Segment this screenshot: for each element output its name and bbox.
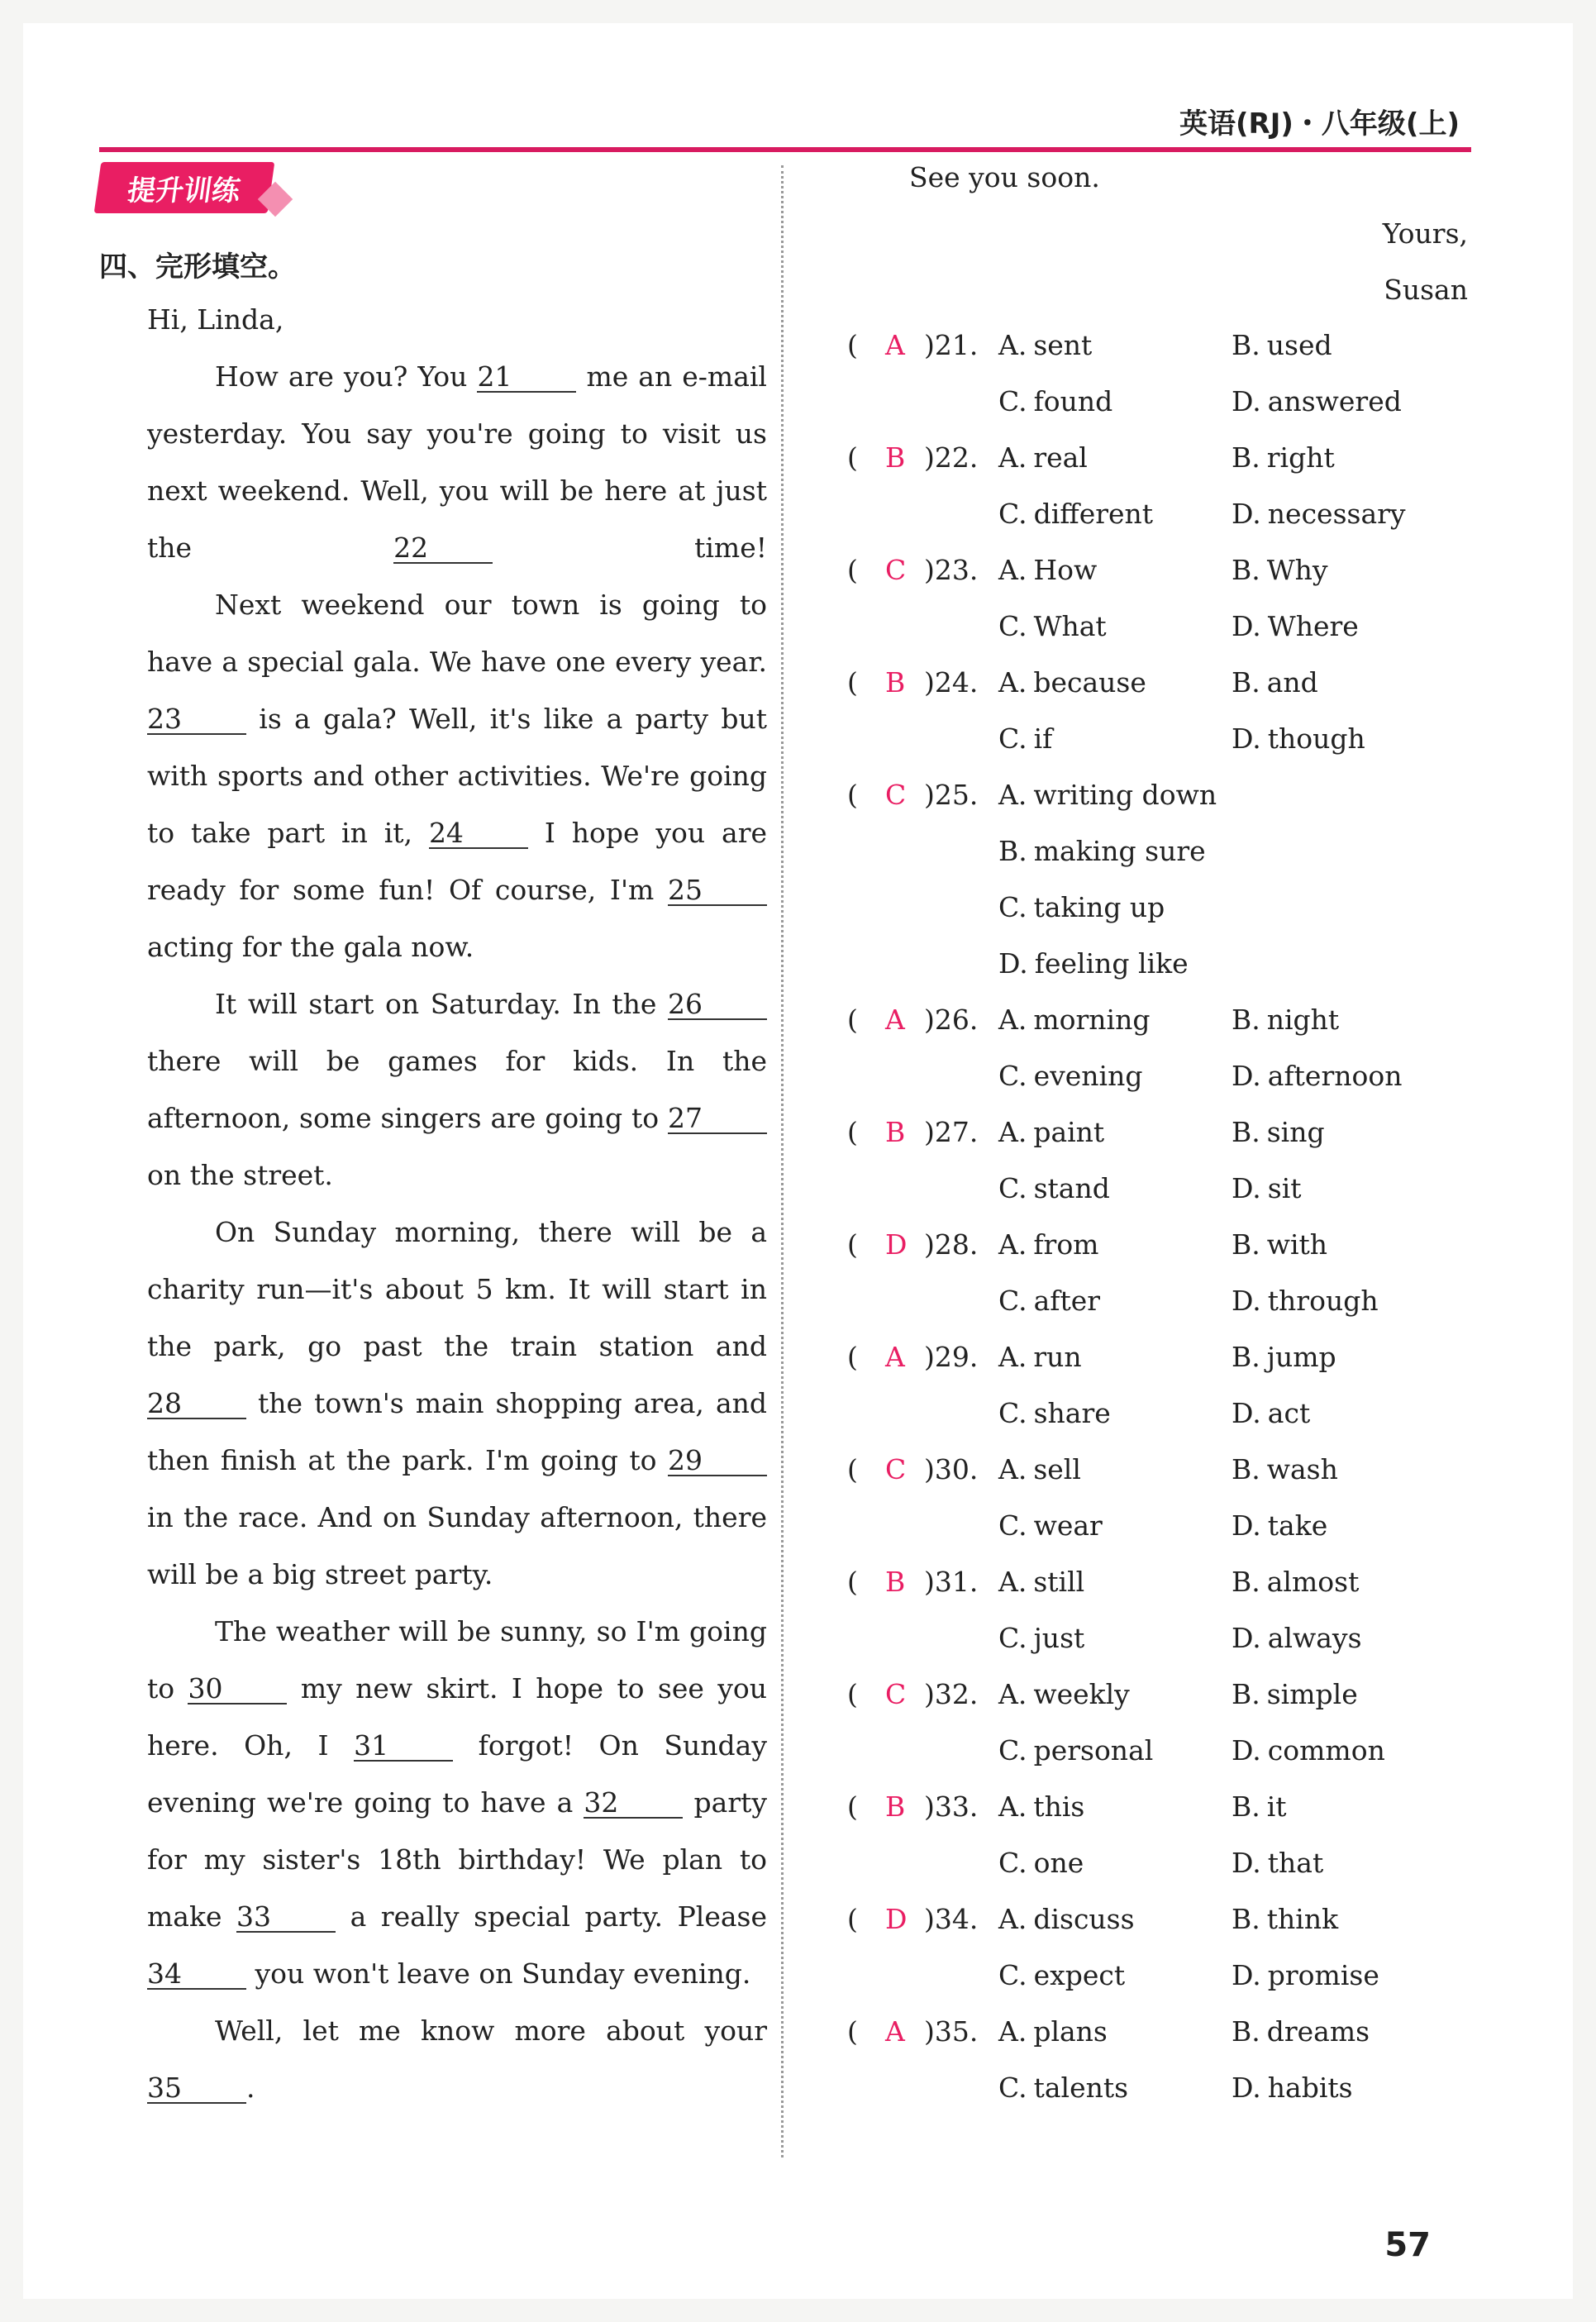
option-text: sing — [1266, 1116, 1325, 1148]
option-label: B. — [1232, 554, 1260, 586]
option-text: jump — [1266, 1341, 1336, 1373]
option-text: take — [1267, 1509, 1328, 1542]
option-text: after — [1033, 1285, 1101, 1317]
paragraph-2: Next weekend our town is going to have a special gala. We have one every year. 23 is a gala? Well, it's like a party but with sports and other activities. We're going to take part in it, 24 I hope you are ready for some fun! Of course, I'm 25 acting for the gala now. — [147, 589, 767, 963]
option-label: A. — [998, 1790, 1027, 1823]
option-label: B. — [1232, 1228, 1260, 1261]
option-text: share — [1033, 1397, 1111, 1429]
question-number: )21. — [924, 329, 979, 361]
option-d — [1232, 722, 1365, 755]
option-text: personal — [1033, 1734, 1154, 1767]
option-text: because — [1033, 666, 1146, 699]
option-text: night — [1266, 1004, 1340, 1036]
option-label: C. — [998, 722, 1027, 755]
answer-letter: A — [885, 1341, 905, 1373]
column-divider — [781, 165, 784, 2158]
paragraph-3: It will start on Saturday. In the 26 there will be games for kids. In the afternoon, some singers are going to 27 on the street. — [147, 988, 767, 1191]
option-d — [1232, 1509, 1327, 1542]
option-text: talents — [1033, 2072, 1129, 2104]
option-label: B. — [998, 835, 1027, 867]
question-number: )33. — [924, 1790, 979, 1823]
blank-24: 24 — [429, 819, 528, 849]
blank-22: 22 — [393, 534, 493, 564]
header-rule — [99, 147, 1471, 152]
option-label: D. — [1232, 385, 1261, 417]
answer-paren: ( — [847, 1790, 858, 1823]
letter-closing: See you soon. — [909, 161, 1100, 193]
answer-paren: ( — [847, 1004, 858, 1036]
option-label: B. — [1232, 666, 1260, 699]
option-label: A. — [998, 554, 1027, 586]
option-text: it — [1266, 1790, 1287, 1823]
option-text: that — [1267, 1847, 1324, 1879]
option-text: expect — [1033, 1959, 1126, 1991]
blank-23: 23 — [147, 705, 246, 735]
option-label: C. — [998, 1734, 1027, 1767]
option-label: C. — [998, 1959, 1027, 1991]
answer-letter: B — [885, 1116, 906, 1148]
question-number: )26. — [924, 1004, 979, 1036]
option-d — [998, 947, 1189, 980]
header-title: 英语(RJ)・八年级(上) — [1179, 107, 1460, 141]
option-label: D. — [1232, 2072, 1261, 2104]
option-label: C. — [998, 2072, 1027, 2104]
blank-21: 21 — [477, 363, 576, 393]
option-c — [998, 1734, 1153, 1767]
option-label: B. — [1232, 1453, 1260, 1485]
option-d — [1232, 2072, 1353, 2104]
option-label: D. — [1232, 1959, 1261, 1991]
option-d — [1232, 1397, 1310, 1429]
option-text: plans — [1033, 2015, 1108, 2048]
answer-letter: B — [885, 1566, 906, 1598]
option-label: A. — [998, 1678, 1027, 1710]
option-a — [998, 1453, 1081, 1485]
option-text: common — [1267, 1734, 1385, 1767]
question-number: )30. — [924, 1453, 979, 1485]
answer-letter: C — [885, 1678, 907, 1710]
option-text: think — [1266, 1903, 1339, 1935]
answer-paren: ( — [847, 1341, 858, 1373]
answer-paren: ( — [847, 1453, 858, 1485]
option-a — [998, 1903, 1135, 1935]
option-d — [1232, 1060, 1402, 1092]
option-d — [1232, 610, 1359, 642]
option-c — [998, 1060, 1142, 1092]
answer-letter: A — [885, 1004, 905, 1036]
answer-paren: ( — [847, 329, 858, 361]
question-number: )31. — [924, 1566, 979, 1598]
page-number: 57 — [1384, 2226, 1431, 2264]
option-text: act — [1267, 1397, 1311, 1429]
option-a — [998, 1678, 1130, 1710]
option-d — [1232, 1959, 1379, 1991]
option-text: if — [1033, 722, 1053, 755]
answer-letter: D — [885, 1228, 908, 1261]
option-b — [1232, 1116, 1325, 1148]
option-c — [998, 385, 1112, 417]
question-number: )27. — [924, 1116, 979, 1148]
option-text: Why — [1266, 554, 1328, 586]
option-label: D. — [1232, 1847, 1261, 1879]
option-text: sent — [1033, 329, 1093, 361]
option-label: D. — [1232, 722, 1261, 755]
option-a — [998, 1790, 1084, 1823]
option-label: D. — [998, 947, 1028, 980]
paragraph-1: How are you? You 21 me an e-mail yesterday. You say you're going to visit us next weekend. Well, you will be here at just the 22 time! — [147, 360, 767, 564]
option-label: C. — [998, 385, 1027, 417]
option-label: C. — [998, 1397, 1027, 1429]
answer-paren: ( — [847, 441, 858, 474]
letter-signoff: Yours, — [1382, 217, 1468, 250]
option-text: making sure — [1033, 835, 1206, 867]
option-label: D. — [1232, 1622, 1261, 1654]
option-c — [998, 891, 1165, 923]
answer-letter: C — [885, 1453, 907, 1485]
option-label: B. — [1232, 441, 1260, 474]
option-text: dreams — [1266, 2015, 1370, 2048]
option-text: writing down — [1033, 779, 1217, 811]
option-b — [1232, 1678, 1358, 1710]
option-text: from — [1033, 1228, 1099, 1261]
answer-paren: ( — [847, 1678, 858, 1710]
option-text: simple — [1266, 1678, 1358, 1710]
option-label: D. — [1232, 1060, 1261, 1092]
option-b — [1232, 2015, 1370, 2048]
option-label: D. — [1232, 1397, 1261, 1429]
answer-letter: B — [885, 666, 906, 699]
option-label: D. — [1232, 1734, 1261, 1767]
blank-34: 34 — [147, 1960, 246, 1990]
answer-letter: B — [885, 1790, 906, 1823]
option-b — [1232, 666, 1318, 699]
option-c — [998, 2072, 1128, 2104]
option-d — [1232, 1622, 1362, 1654]
option-b — [1232, 1228, 1327, 1261]
option-text: answered — [1267, 385, 1402, 417]
option-c — [998, 1847, 1084, 1879]
option-c — [998, 1622, 1084, 1654]
question-number: )28. — [924, 1228, 979, 1261]
option-label: A. — [998, 1903, 1027, 1935]
option-label: C. — [998, 1172, 1027, 1204]
option-label: A. — [998, 779, 1027, 811]
option-c — [998, 1172, 1110, 1204]
option-d — [1232, 498, 1406, 530]
letter-signature: Susan — [1384, 274, 1468, 306]
question-number: )24. — [924, 666, 979, 699]
option-label: B. — [1232, 2015, 1260, 2048]
option-text: with — [1266, 1228, 1328, 1261]
answer-paren: ( — [847, 666, 858, 699]
option-label: D. — [1232, 1509, 1261, 1542]
blank-29: 29 — [668, 1447, 767, 1476]
option-text: used — [1266, 329, 1332, 361]
option-label: C. — [998, 891, 1027, 923]
option-text: taking up — [1033, 891, 1165, 923]
question-number: )34. — [924, 1903, 979, 1935]
option-text: afternoon — [1267, 1060, 1403, 1092]
answer-letter: C — [885, 554, 907, 586]
answer-letter: A — [885, 2015, 905, 2048]
letter-passage — [147, 291, 767, 2116]
blank-31: 31 — [354, 1732, 453, 1762]
option-a — [998, 2015, 1108, 2048]
question-number: )32. — [924, 1678, 979, 1710]
option-label: B. — [1232, 1566, 1260, 1598]
option-text: evening — [1033, 1060, 1143, 1092]
option-text: still — [1033, 1566, 1085, 1598]
option-b — [1232, 329, 1332, 361]
answer-letter: B — [885, 441, 906, 474]
option-text: just — [1033, 1622, 1085, 1654]
option-label: C. — [998, 498, 1027, 530]
option-a — [998, 666, 1146, 699]
option-text: through — [1267, 1285, 1379, 1317]
section-title: 四、完形填空。 — [99, 250, 296, 284]
option-label: D. — [1232, 610, 1261, 642]
option-b — [1232, 441, 1335, 474]
option-text: promise — [1267, 1959, 1379, 1991]
option-c — [998, 498, 1153, 530]
blank-35: 35 — [147, 2074, 246, 2104]
option-label: C. — [998, 1509, 1027, 1542]
option-text: wear — [1033, 1509, 1103, 1542]
option-label: B. — [1232, 1116, 1260, 1148]
option-b — [1232, 1341, 1336, 1373]
option-b — [1232, 1790, 1287, 1823]
option-label: C. — [998, 1285, 1027, 1317]
option-text: discuss — [1033, 1903, 1135, 1935]
option-text: wash — [1266, 1453, 1338, 1485]
option-text: morning — [1033, 1004, 1151, 1036]
question-number: )35. — [924, 2015, 979, 2048]
option-c — [998, 610, 1107, 642]
option-text: always — [1267, 1622, 1362, 1654]
option-b — [1232, 1566, 1359, 1598]
option-a — [998, 1004, 1150, 1036]
option-a — [998, 329, 1092, 361]
option-label: C. — [998, 1847, 1027, 1879]
answer-paren: ( — [847, 1903, 858, 1935]
option-text: feeling like — [1034, 947, 1189, 980]
option-a — [998, 1566, 1084, 1598]
option-a — [998, 441, 1088, 474]
option-label: A. — [998, 1228, 1027, 1261]
option-label: B. — [1232, 329, 1260, 361]
option-label: D. — [1232, 1285, 1261, 1317]
option-label: B. — [1232, 1678, 1260, 1710]
option-label: D. — [1232, 498, 1261, 530]
question-number: )25. — [924, 779, 979, 811]
blank-28: 28 — [147, 1390, 246, 1419]
option-text: sit — [1267, 1172, 1302, 1204]
option-label: C. — [998, 610, 1027, 642]
option-text: paint — [1033, 1116, 1105, 1148]
blank-33: 33 — [236, 1903, 336, 1933]
option-c — [998, 1959, 1125, 1991]
option-c — [998, 1397, 1111, 1429]
answer-paren: ( — [847, 1116, 858, 1148]
option-label: A. — [998, 441, 1027, 474]
option-b — [1232, 554, 1328, 586]
option-d — [1232, 1285, 1379, 1317]
answer-paren: ( — [847, 779, 858, 811]
option-a — [998, 779, 1217, 811]
option-b — [1232, 1453, 1338, 1485]
option-label: C. — [998, 1622, 1027, 1654]
option-d — [1232, 1847, 1323, 1879]
option-label: A. — [998, 666, 1027, 699]
option-c — [998, 722, 1052, 755]
option-label: A. — [998, 1453, 1027, 1485]
option-text: different — [1033, 498, 1154, 530]
blank-27: 27 — [668, 1104, 767, 1134]
option-text: real — [1033, 441, 1088, 474]
blank-30: 30 — [188, 1675, 287, 1705]
answer-letter: D — [885, 1903, 908, 1935]
option-a — [998, 1341, 1082, 1373]
answer-letter: C — [885, 779, 907, 811]
option-label: B. — [1232, 1903, 1260, 1935]
blank-25: 25 — [668, 876, 767, 906]
option-label: A. — [998, 1566, 1027, 1598]
option-label: B. — [1232, 1004, 1260, 1036]
option-d — [1232, 1734, 1385, 1767]
option-label: D. — [1232, 1172, 1261, 1204]
answer-paren: ( — [847, 1566, 858, 1598]
answer-paren: ( — [847, 554, 858, 586]
option-text: one — [1033, 1847, 1084, 1879]
option-text: and — [1266, 666, 1318, 699]
option-text: run — [1033, 1341, 1082, 1373]
option-d — [1232, 385, 1402, 417]
option-text: weekly — [1033, 1678, 1130, 1710]
option-label: B. — [1232, 1341, 1260, 1373]
question-number: )23. — [924, 554, 979, 586]
answer-letter: A — [885, 329, 905, 361]
option-text: stand — [1033, 1172, 1110, 1204]
option-a — [998, 554, 1097, 586]
option-text: Where — [1267, 610, 1359, 642]
option-b — [1232, 1903, 1338, 1935]
option-label: A. — [998, 1004, 1027, 1036]
blank-26: 26 — [668, 990, 767, 1020]
option-text: almost — [1266, 1566, 1360, 1598]
option-b — [1232, 1004, 1339, 1036]
option-a — [998, 1228, 1098, 1261]
paragraph-5: The weather will be sunny, so I'm going to 30 my new skirt. I hope to see you here. Oh, I 31 forgot! On Sunday evening we're going to have a 32 party for my sister's 18th birthday! We plan to make 33 a really special party. Please 34 you won't leave on Sunday evening. — [147, 1615, 768, 1990]
option-label: C. — [998, 1060, 1027, 1092]
answer-paren: ( — [847, 2015, 858, 2048]
option-text: necessary — [1267, 498, 1406, 530]
question-number: )29. — [924, 1341, 979, 1373]
letter-greeting: Hi, Linda, — [147, 303, 284, 336]
answer-paren: ( — [847, 1228, 858, 1261]
option-b — [998, 835, 1206, 867]
option-label: A. — [998, 1341, 1027, 1373]
option-a — [998, 1116, 1104, 1148]
option-c — [998, 1509, 1103, 1542]
option-text: this — [1033, 1790, 1085, 1823]
paragraph-6: Well, let me know more about your 35 . — [147, 2014, 767, 2104]
option-label: A. — [998, 329, 1027, 361]
option-label: A. — [998, 1116, 1027, 1148]
option-label: B. — [1232, 1790, 1260, 1823]
option-text: What — [1033, 610, 1107, 642]
section-badge: 提升训练 — [94, 162, 275, 213]
option-text: though — [1267, 722, 1365, 755]
option-label: A. — [998, 2015, 1027, 2048]
option-text: sell — [1033, 1453, 1081, 1485]
question-number: )22. — [924, 441, 979, 474]
option-text: How — [1033, 554, 1098, 586]
paragraph-4: On Sunday morning, there will be a charity run—it's about 5 km. It will start in the park, go past the train station and 28 the town's main shopping area, and then finish at the park. I'm going to 29 in the race. And on Sunday afternoon, there will be a big street party. — [147, 1216, 767, 1590]
option-c — [998, 1285, 1100, 1317]
option-text: right — [1266, 441, 1335, 474]
option-text: habits — [1267, 2072, 1353, 2104]
option-text: found — [1033, 385, 1113, 417]
blank-32: 32 — [584, 1789, 683, 1819]
option-d — [1232, 1172, 1302, 1204]
